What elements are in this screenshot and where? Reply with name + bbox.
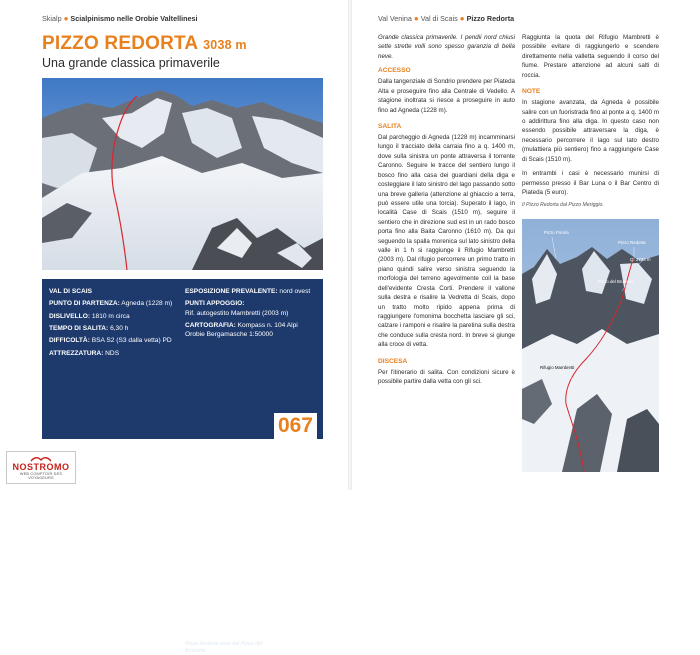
logo-tagline: WEB COMPTOIR DES VOYAGEURS bbox=[19, 472, 63, 480]
exposure-label: ESPOSIZIONE PREVALENTE: bbox=[185, 288, 278, 295]
info-row-exposure bbox=[185, 287, 317, 296]
bullet-icon: ● bbox=[413, 14, 419, 23]
time-value: 6,30 h bbox=[110, 325, 129, 333]
accesso-text: Dalla tangenziale di Sondrio prendere per Piateda Alta e proseguire fino alla Centrale di Vedello. A stagione inoltrata si riesce a proseguire in auto fino ad Agneda (1228 m). bbox=[378, 78, 515, 114]
salita-heading: SALITA bbox=[378, 122, 402, 130]
mountain-photo-graphic bbox=[42, 78, 323, 270]
huts-value: Rif. autogestito Mambretti (2003 m) bbox=[185, 309, 289, 317]
info-column-left bbox=[49, 287, 187, 361]
intro-text: Grande classica primaverile. I pendii nord chiusi sette strette volli sono spesso garanzia di bella neve. bbox=[378, 34, 515, 60]
route-title bbox=[42, 33, 247, 55]
huts-label: PUNTI APPOGGIO: bbox=[185, 300, 245, 308]
label-pizzo-redorta: Pizzo Redorta bbox=[618, 240, 646, 245]
page-number: 067 bbox=[274, 413, 317, 439]
difficulty-label: DIFFICOLTÀ: bbox=[49, 337, 90, 345]
info-row-elevation bbox=[49, 312, 187, 321]
info-column-right bbox=[185, 287, 317, 343]
main-photo-caption: Pizzo Redorta visto dal Pizzo del Brunone. bbox=[185, 641, 263, 654]
maps-label: CARTOGRAFIA: bbox=[185, 322, 236, 330]
start-label: PUNTO DI PARTENZA: bbox=[49, 300, 120, 308]
discesa-heading: DISCESA bbox=[378, 357, 408, 365]
equipment-value: NDS bbox=[105, 349, 120, 357]
time-label: TEMPO DI SALITA: bbox=[49, 325, 109, 333]
discesa-text: Per l'itinerario di salita. Con condizioni sicure è possibile partire dalla vetta con gli sci. bbox=[378, 368, 515, 386]
route-map-photo bbox=[522, 219, 659, 472]
info-row-difficulty bbox=[49, 336, 187, 345]
running-head-right bbox=[378, 14, 514, 23]
info-row-huts bbox=[185, 299, 317, 318]
info-area bbox=[49, 287, 187, 296]
route-info-box bbox=[42, 279, 323, 654]
logo-name: NOSTROMO bbox=[12, 462, 70, 472]
text-column-2 bbox=[522, 33, 659, 210]
exposure-value: nord ovest bbox=[279, 288, 311, 295]
info-row-start bbox=[49, 299, 187, 308]
descent-variant-text: Raggiunta la quota del Rifugio Mambretti è possibile evitare di raggiungerlo e scendere direttamente nella valletta seguendo il corso del fiume. Prestare attenzione ad alcuni salti di roccia. bbox=[522, 34, 659, 79]
info-row-maps bbox=[185, 321, 317, 340]
running-head-left bbox=[42, 14, 197, 23]
text-column-1 bbox=[378, 33, 515, 392]
difficulty-value: BSA S2 (S3 dalla vetta) PD bbox=[91, 337, 172, 345]
equipment-label: ATTREZZATURA: bbox=[49, 349, 104, 357]
volume-title: Scialpinismo nelle Orobie Valtellinesi bbox=[70, 14, 198, 23]
bullet-icon: ● bbox=[459, 14, 465, 23]
elevation-value: 1810 m circa bbox=[91, 312, 130, 320]
note-text-1: In stagione avanzata, da Agneda è possibile salire con un fuoristrada fino al ponte a q. 1400 m o addirittura fino alla diga. In questo caso non essendo possibile attraversare la diga, è necessario percorrere il lago sul lato destro (mulattiera più sentiero) fino a raggiungere Case di Scais (1510 m). bbox=[522, 99, 659, 163]
elevation-label: DISLIVELLO: bbox=[49, 312, 91, 320]
note-text-2: In entrambi i casi è necessario munirsi di permesso presso il Bar Luna o il Bar Centro di Piateda (5 euro). bbox=[522, 170, 659, 196]
route-subtitle: Una grande classica primaverile bbox=[42, 56, 220, 70]
accesso-heading: ACCESSO bbox=[378, 67, 411, 75]
mountain-photo-main bbox=[42, 78, 323, 270]
maps-value: Kompass n. 104 Alpi Orobie Bergamasche 1:50000 bbox=[185, 322, 298, 339]
route-photo-caption: Il Pizzo Redorta dal Pizzo Meriggio. bbox=[522, 202, 604, 209]
area-name: VAL DI SCAIS bbox=[49, 288, 92, 295]
salita-text: Dal parcheggio di Agneda (1228 m) incamminarsi lungo il tracciato della carraia fino a q. 1400 m, dove sulla sinistra un ponte attraversa il torrente Caronno. Seguire le tracce del sentiero lungo il bosco fino alla casa dei guardiani della diga e costeggiare il lato sinistro del lago passando sotto una breve galleria (attenzione al ghiaccio a terra, può essere utile una torcia). Superato il lago, in località Case di Scais (1510 m), seguire il sentiero che in direzione sud est in un rado bosco porta fino alla Baita Caronno (1610 m). Da qui seguendo la spalla morenica sul lato sinistro della valle in 1 h si raggiunge il Rifugio Mambretti (2003 m). Dal rifugio percorrere un primo tratto in piano quindi salire verso sinistra seguendo la morfologia del terreno agevolmente coil la base dell'evidente Cresta Corti. Prendere il vallone sulla destra e risalire la Vedretta di Scais, dopo un tratto molto ripido appena prima di raggiungere l'omonima bocchetta lasciare gli sci, calzare i ramponi e risalire la paretina sulla destra che conduce sulla cresta nord. In breve si giunge alla croce di vetta. bbox=[378, 133, 515, 349]
peak-altitude: 3038 m bbox=[203, 38, 247, 52]
label-pizzo-porola: Pizzo Porola bbox=[544, 230, 569, 235]
breadcrumb-valley: Val Venina bbox=[378, 14, 412, 23]
bullet-icon: ● bbox=[63, 14, 69, 23]
label-rifugio-mambretti: Rifugio Mambretti bbox=[540, 365, 575, 370]
breadcrumb-area: Val di Scais bbox=[420, 14, 458, 23]
series-label: Skialp bbox=[42, 14, 62, 23]
note-heading: NOTE bbox=[522, 88, 541, 96]
info-row-equipment bbox=[49, 349, 187, 358]
label-quota: Q. 2733 m bbox=[630, 257, 651, 262]
info-row-time bbox=[49, 324, 187, 333]
label-pizzo-brunone: Pizzo del Brunone bbox=[598, 279, 634, 284]
start-value: Agneda (1228 m) bbox=[121, 300, 173, 308]
nostromo-logo bbox=[6, 451, 76, 484]
breadcrumb-peak: Pizzo Redorta bbox=[466, 14, 515, 23]
book-gutter bbox=[348, 0, 352, 490]
peak-name: PIZZO REDORTA bbox=[42, 33, 198, 54]
